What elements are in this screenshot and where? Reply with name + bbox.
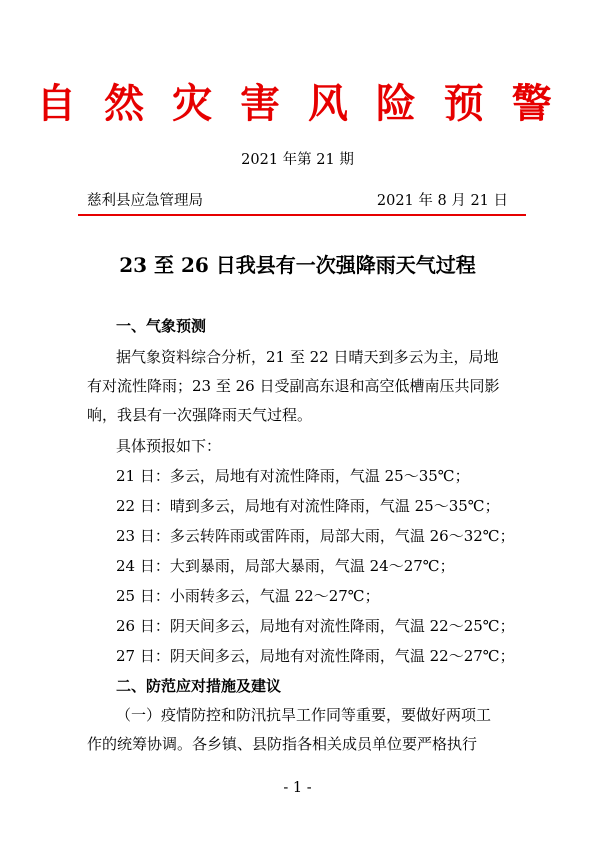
issue-number: 2021 年第 21 期 bbox=[241, 152, 354, 168]
forecast-day-26: 26 日：阴天间多云，局地有对流性降雨，气温 22～25℃； bbox=[116, 617, 515, 635]
section-heading-measures: 二、防范应对措施及建议 bbox=[116, 677, 282, 695]
issuing-organization: 慈利县应急管理局 bbox=[87, 193, 203, 209]
issue-date: 2021 年 8 月 21 日 bbox=[376, 193, 508, 209]
forecast-day-23: 23 日：多云转阵雨或雷阵雨，局部大雨，气温 26～32℃； bbox=[116, 527, 515, 545]
forecast-day-25: 25 日：小雨转多云，气温 22～27℃； bbox=[116, 587, 380, 605]
paragraph-line: （一）疫情防控和防汛抗旱工作同等重要，要做好两项工 bbox=[116, 706, 492, 724]
forecast-paragraph bbox=[87, 343, 517, 431]
forecast-day-21: 21 日：多云，局地有对流性降雨，气温 25～35℃； bbox=[116, 467, 470, 485]
section-heading-forecast: 一、气象预测 bbox=[116, 317, 207, 335]
paragraph-line: 据气象资料综合分析，21 至 22 日晴天到多云为主，局地 bbox=[116, 348, 499, 366]
forecast-day-22: 22 日：晴到多云，局地有对流性降雨，气温 25～35℃； bbox=[116, 497, 500, 515]
paragraph-line: 作的统筹协调。各乡镇、县防指各相关成员单位要严格执行 bbox=[87, 735, 478, 754]
measures-paragraph bbox=[87, 701, 517, 759]
forecast-day-27: 27 日：阴天间多云，局地有对流性降雨，气温 22～27℃； bbox=[116, 647, 515, 665]
paragraph-line: 响，我县有一次强降雨天气过程。 bbox=[87, 406, 313, 425]
page-number: - 1 - bbox=[283, 780, 312, 796]
forecast-day-24: 24 日：大到暴雨，局部大暴雨，气温 24～27℃； bbox=[116, 557, 455, 575]
warning-banner-title: 自 然 灾 害 风 险 预 警 bbox=[36, 80, 559, 127]
forecast-intro: 具体预报如下： bbox=[116, 437, 222, 455]
red-divider bbox=[78, 214, 526, 216]
paragraph-line: 有对流性降雨；23 至 26 日受副高东退和高空低槽南压共同影 bbox=[87, 377, 500, 396]
document-title: 23 至 26 日我县有一次强降雨天气过程 bbox=[119, 253, 476, 277]
